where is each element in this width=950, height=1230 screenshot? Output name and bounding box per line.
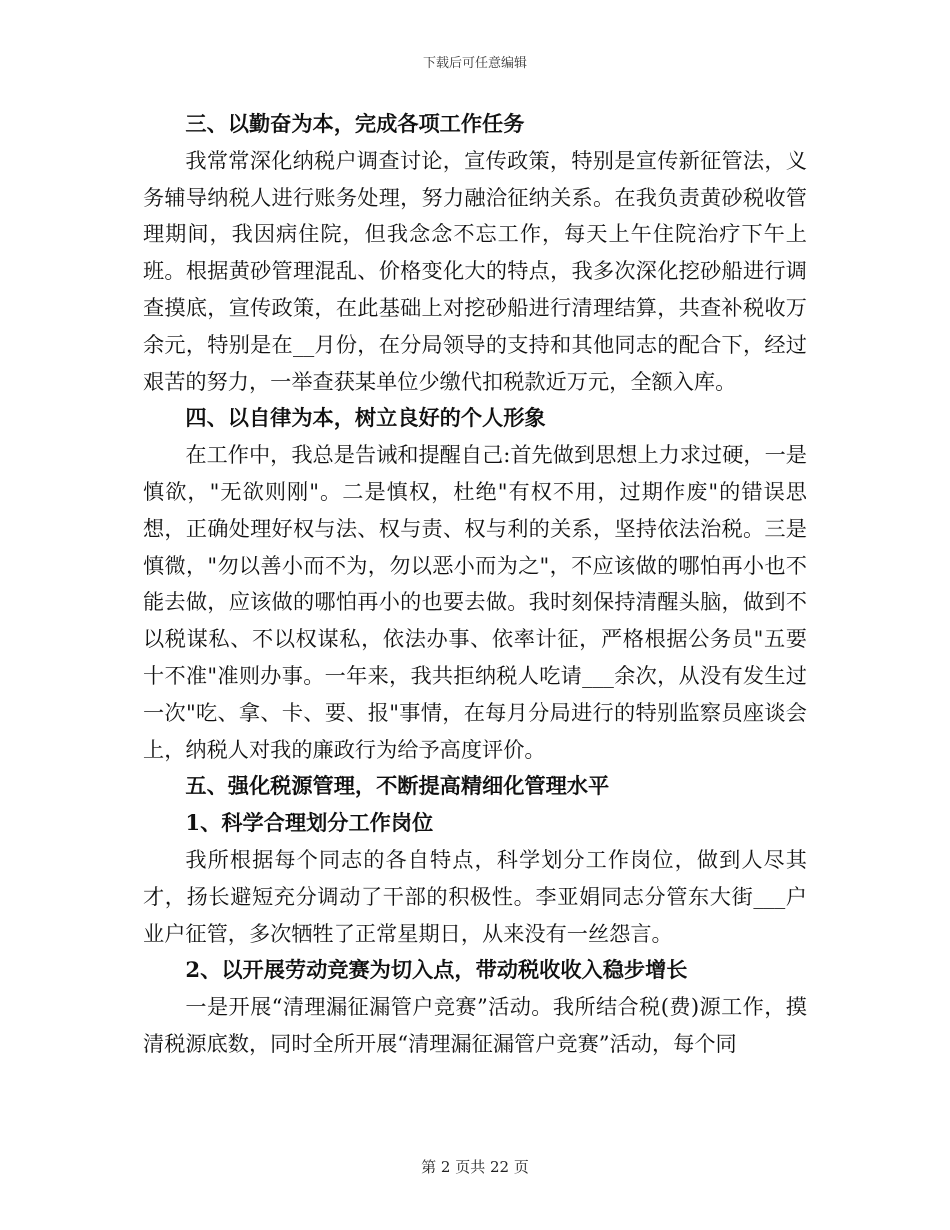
paragraph: 我常常深化纳税户调查讨论，宣传政策，特别是宣传新征管法，义务辅导纳税人进行账务处理，努力融洽征纳关系。在我负责黄砂税收管理期间，我因病住院，但我念念不忘工作，每天上午住院治疗下午上班。根据黄砂管理混乱、价格变化大的特点，我多次深化挖砂船进行调查摸底，宣传政策，在此基础上对挖砂船进行清理结算，共查补税收万余元，特别是在__月份，在分局领导的支持和其他同志的配合下，经过艰苦的努力，一举查获某单位少缴代扣税款近万元，全额入库。 [143, 147, 807, 394]
section-heading-3: 三、以勤奋为本，完成各项工作任务 [185, 111, 525, 136]
page-footer: 第 2 页共 22 页 [421, 1158, 529, 1176]
section-heading-4: 四、以自律为本，树立良好的个人形象 [185, 405, 546, 431]
section-heading-5: 五、强化税源管理，不断提高精细化管理水平 [185, 773, 610, 799]
paragraph: 我所根据每个同志的各自特点，科学划分工作岗位，做到人尽其才，扬长避短充分调动了干部的积极性。李亚娟同志分管东大街___户业户征管，多次牺牲了正常星期日，从来没有一丝怨言。 [143, 846, 807, 946]
paragraph: 一是开展“清理漏征漏管户竞赛”活动。我所结合税(费)源工作，摸清税源底数，同时全所开展“清理漏征漏管户竞赛”活动，每个同 [143, 994, 807, 1056]
page-header: 下载后可任意编辑 [422, 56, 527, 71]
document-body [143, 106, 807, 1063]
paragraph: 在工作中，我总是告诫和提醒自己:首先做到思想上力求过硬，一是慎欲，"无欲则刚"。二是慎权，杜绝"有权不用，过期作废"的错误思想，正确处理好权与法、权与责、权与利的关系，坚持依法治税。三是慎微，"勿以善小而不为，勿以恶小而为之"，不应该做的哪怕再小也不能去做，应该做的哪怕再小的也要去做。我时刻保持清醒头脑，做到不以税谋私、不以权谋私，依法办事、依率计征，严格根据公务员"五要十不准"准则办事。一年来，我共拒纳税人吃请___余次，从没有发生过一次"吃、拿、卡、要、报"事情，在每月分局进行的特别监察员座谈会上，纳税人对我的廉政行为给予高度评价。 [143, 442, 807, 762]
subsection-heading-1: 1、科学合理划分工作岗位 [185, 810, 434, 836]
subsection-heading-2: 2、以开展劳动竞赛为切入点，带动税收收入稳步增长 [185, 957, 688, 983]
